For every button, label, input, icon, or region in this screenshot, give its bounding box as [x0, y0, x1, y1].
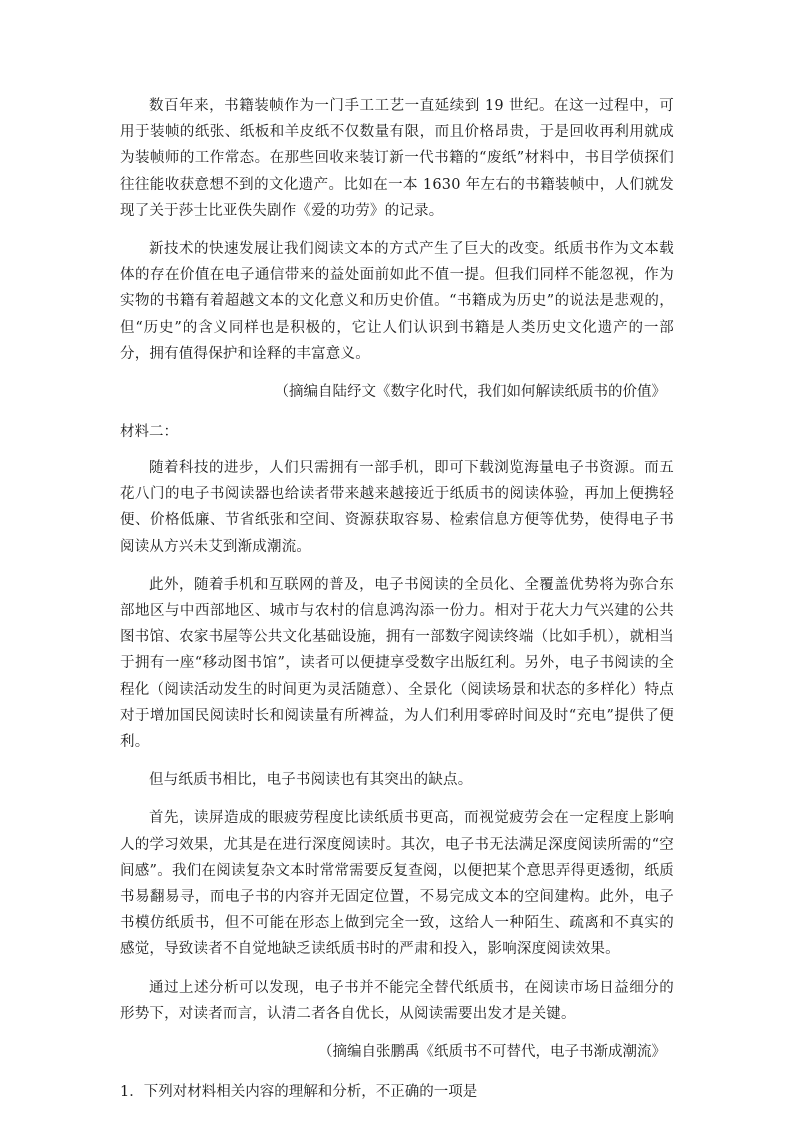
material-two-paragraph-1: 随着科技的进步，人们只需拥有一部手机，即可下载浏览海量电子书资源。而五花八门的电子书阅读器也给读者带来越来越接近于纸质书的阅读体验，再加上便携轻便、价格低廉、节省纸张和空间、资源获取容易、检索信息方便等优势，使得电子书阅读从方兴未艾到渐成潮流。	[120, 460, 674, 555]
material-two-paragraph-3: 但与纸质书相比，电子书阅读也有其突出的缺点。	[149, 772, 473, 789]
material-two-paragraph-2: 此外，随着手机和互联网的普及，电子书阅读的全员化、全覆盖优势将为弥合东部地区与中西部地区、城市与农村的信息鸿沟添一份力。相对于花大力气兴建的公共图书馆、农家书屋等公共文化基础设施，拥有一部数字阅读终端（比如手机），就相当于拥有一座“移动图书馆”，读者可以便捷享受数字出版红利。另外，电子书阅读的全程化（阅读活动发生的时间更为灵活随意）、全景化（阅读场景和状态的多样化）特点对于增加国民阅读时长和阅读量有所裨益，为人们利用零碎时间及时“充电”提供了便利。	[120, 576, 674, 751]
material-one-paragraph-1: 数百年来，书籍装帧作为一门手工工艺一直延续到 19 世纪。在这一过程中，可用于装帧的纸张、纸板和羊皮纸不仅数量有限，而且价格昂贵，于是回收再利用就成为装帧师的工作常态。在那些回收来装订新一代书籍的“废纸”材料中，书目学侦探们往往能收获意想不到的文化遗产。比如在一本 1630 年左右的书籍装帧中，人们就发现了关于莎士比亚佚失剧作《爱的功劳》的记录。	[120, 98, 674, 219]
question-1-stem: 1．下列对材料相关内容的理解和分析，不正确的一项是	[120, 1084, 478, 1101]
material-two-paragraph-5: 通过上述分析可以发现，电子书并不能完全替代纸质书，在阅读市场日益细分的形势下，对读者而言，认清二者各自优长，从阅读需要出发才是关键。	[120, 979, 674, 1022]
material-one-paragraph-2: 新技术的快速发展让我们阅读文本的方式产生了巨大的改变。纸质书作为文本载体的存在价值在电子通信带来的益处面前如此不值一提。但我们同样不能忽视，作为实物的书籍有着超越文本的文化意义和历史价值。“书籍成为历史”的说法是悲观的，但“历史”的含义同样也是积极的，它让人们认识到书籍是人类历史文化遗产的一部分，拥有值得保护和诠释的丰富意义。	[120, 241, 674, 362]
material-two-paragraph-4: 首先，读屏造成的眼疲劳程度比读纸质书更高，而视觉疲劳会在一定程度上影响人的学习效果，尤其是在进行深度阅读时。其次，电子书无法满足深度阅读所需的“空间感”。我们在阅读复杂文本时常常需要反复查阅，以便把某个意思弄得更透彻，纸质书易翻易寻，而电子书的内容并无固定位置，不易完成文本的空间建构。此外，电子书模仿纸质书，但不可能在形态上做到完全一致，这给人一种陌生、疏离和不真实的感觉，导致读者不自觉地缺乏读纸质书时的严肃和投入，影响深度阅读效果。	[120, 810, 674, 958]
material-two-source: （摘编自张鹏禹《纸质书不可替代，电子书渐成潮流》	[318, 1044, 666, 1061]
material-one-source: （摘编自陆纾文《数字化时代，我们如何解读纸质书的价值》	[274, 384, 666, 401]
material-two-label: 材料二：	[120, 424, 178, 441]
